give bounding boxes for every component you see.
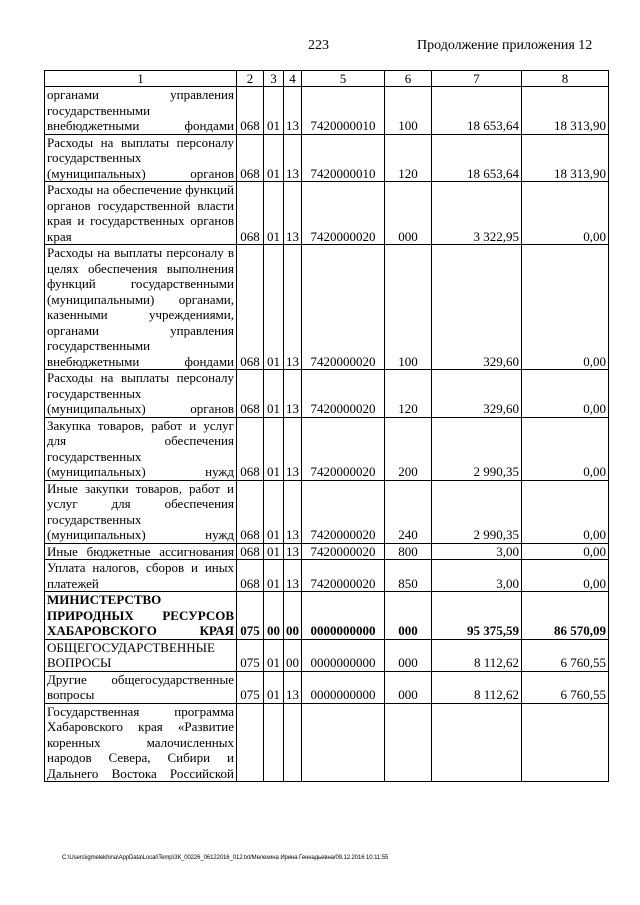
cell-expense-type xyxy=(385,703,432,782)
cell-amount-1: 329,60 xyxy=(432,245,522,370)
table-row xyxy=(45,543,609,560)
cell-amount-1: 2 990,35 xyxy=(432,417,522,480)
cell-expense-type: 120 xyxy=(385,370,432,418)
cell-amount-1: 18 653,64 xyxy=(432,134,522,182)
row-name: Государственная программа Хабаровского края «Развитие коренных малочисленных народов Севера, Сибири и Дальнего Востока Российской xyxy=(45,703,237,782)
cell-target-article: 7420000020 xyxy=(302,543,385,560)
cell-amount-2: 0,00 xyxy=(522,182,609,245)
row-name: Иные закупки товаров, работ и услуг для обеспечения государственных (муниципальных) нужд xyxy=(45,480,237,543)
column-header: 2 xyxy=(237,71,264,87)
column-header: 8 xyxy=(522,71,609,87)
cell-amount-2: 0,00 xyxy=(522,417,609,480)
cell-expense-type: 850 xyxy=(385,560,432,592)
table-row xyxy=(45,703,609,782)
row-name: Расходы на выплаты персоналу государственных (муниципальных) органов xyxy=(45,134,237,182)
cell-amount-1: 3,00 xyxy=(432,560,522,592)
column-header: 3 xyxy=(264,71,284,87)
table-header-row xyxy=(45,71,609,87)
cell-subsection: 13 xyxy=(284,370,302,418)
cell-subsection: 13 xyxy=(284,182,302,245)
cell-amount-2: 6 760,55 xyxy=(522,639,609,671)
cell-expense-type: 000 xyxy=(385,592,432,640)
cell-admin-code: 068 xyxy=(237,560,264,592)
cell-admin-code: 068 xyxy=(237,417,264,480)
cell-amount-2 xyxy=(522,703,609,782)
table-row xyxy=(45,560,609,592)
cell-amount-1: 329,60 xyxy=(432,370,522,418)
table-row xyxy=(45,370,609,418)
cell-section: 01 xyxy=(264,417,284,480)
cell-amount-1: 8 112,62 xyxy=(432,671,522,703)
cell-target-article: 0000000000 xyxy=(302,592,385,640)
cell-target-article: 0000000000 xyxy=(302,671,385,703)
cell-section: 01 xyxy=(264,87,284,135)
cell-subsection: 00 xyxy=(284,639,302,671)
cell-section: 01 xyxy=(264,480,284,543)
column-header: 1 xyxy=(45,71,237,87)
table-row xyxy=(45,182,609,245)
cell-amount-2: 0,00 xyxy=(522,245,609,370)
cell-section: 01 xyxy=(264,134,284,182)
cell-amount-1: 2 990,35 xyxy=(432,480,522,543)
cell-admin-code: 068 xyxy=(237,543,264,560)
table-row xyxy=(45,417,609,480)
cell-target-article: 7420000020 xyxy=(302,245,385,370)
cell-target-article: 7420000020 xyxy=(302,417,385,480)
table-row xyxy=(45,480,609,543)
cell-subsection: 13 xyxy=(284,560,302,592)
cell-amount-2: 0,00 xyxy=(522,543,609,560)
cell-expense-type: 000 xyxy=(385,639,432,671)
cell-amount-2: 6 760,55 xyxy=(522,671,609,703)
cell-section: 01 xyxy=(264,671,284,703)
cell-target-article: 7420000020 xyxy=(302,182,385,245)
row-name: МИНИСТЕРСТВО ПРИРОДНЫХ РЕСУРСОВ ХАБАРОВСКОГО КРАЯ xyxy=(45,592,237,640)
row-name: Уплата налогов, сборов и иных платежей xyxy=(45,560,237,592)
cell-amount-2: 86 570,09 xyxy=(522,592,609,640)
cell-admin-code: 075 xyxy=(237,639,264,671)
continuation-label: Продолжение приложения 12 xyxy=(417,38,593,53)
cell-amount-1: 3 322,95 xyxy=(432,182,522,245)
cell-admin-code xyxy=(237,703,264,782)
cell-section: 01 xyxy=(264,245,284,370)
cell-section: 01 xyxy=(264,639,284,671)
cell-expense-type: 200 xyxy=(385,417,432,480)
cell-amount-1: 3,00 xyxy=(432,543,522,560)
cell-amount-1 xyxy=(432,703,522,782)
cell-amount-2: 18 313,90 xyxy=(522,87,609,135)
cell-subsection: 13 xyxy=(284,417,302,480)
cell-target-article: 7420000010 xyxy=(302,134,385,182)
row-name: ОБЩЕГОСУДАРСТВЕННЫЕ ВОПРОСЫ xyxy=(45,639,237,671)
cell-expense-type: 000 xyxy=(385,182,432,245)
cell-amount-2: 0,00 xyxy=(522,370,609,418)
cell-admin-code: 075 xyxy=(237,671,264,703)
cell-subsection: 13 xyxy=(284,671,302,703)
cell-subsection: 00 xyxy=(284,592,302,640)
cell-amount-2: 0,00 xyxy=(522,560,609,592)
cell-amount-2: 0,00 xyxy=(522,480,609,543)
table-row xyxy=(45,671,609,703)
cell-subsection: 13 xyxy=(284,480,302,543)
cell-section: 01 xyxy=(264,370,284,418)
cell-expense-type: 000 xyxy=(385,671,432,703)
page-number: 223 xyxy=(308,38,329,53)
column-header: 5 xyxy=(302,71,385,87)
cell-section xyxy=(264,703,284,782)
cell-section: 00 xyxy=(264,592,284,640)
cell-subsection xyxy=(284,703,302,782)
row-name: Закупка товаров, работ и услуг для обеспечения государственных (муниципальных) нужд xyxy=(45,417,237,480)
cell-admin-code: 068 xyxy=(237,245,264,370)
cell-admin-code: 075 xyxy=(237,592,264,640)
cell-section: 01 xyxy=(264,182,284,245)
cell-target-article xyxy=(302,703,385,782)
cell-admin-code: 068 xyxy=(237,134,264,182)
file-path-footer: C:\Users\igmelekhina\AppData\Local\Temp\ЗК_00226_06122016_012.txt/Мелехина Ирина Геннадьевна/09.12.2016 10:11:55 xyxy=(62,855,389,861)
row-name: Иные бюджетные ассигнования xyxy=(45,543,237,560)
cell-subsection: 13 xyxy=(284,134,302,182)
cell-target-article: 7420000020 xyxy=(302,560,385,592)
cell-expense-type: 240 xyxy=(385,480,432,543)
cell-subsection: 13 xyxy=(284,543,302,560)
cell-admin-code: 068 xyxy=(237,87,264,135)
row-name: Расходы на выплаты персоналу государственных (муниципальных) органов xyxy=(45,370,237,418)
cell-expense-type: 100 xyxy=(385,245,432,370)
cell-amount-1: 95 375,59 xyxy=(432,592,522,640)
cell-expense-type: 120 xyxy=(385,134,432,182)
column-header: 4 xyxy=(284,71,302,87)
table-row xyxy=(45,134,609,182)
cell-expense-type: 100 xyxy=(385,87,432,135)
row-name: органами управления государственными внебюджетными фондами xyxy=(45,87,237,135)
row-name: Расходы на обеспечение функций органов государственной власти края и государственных органов края xyxy=(45,182,237,245)
cell-admin-code: 068 xyxy=(237,370,264,418)
row-name: Другие общегосударственные вопросы xyxy=(45,671,237,703)
cell-subsection: 13 xyxy=(284,245,302,370)
cell-expense-type: 800 xyxy=(385,543,432,560)
cell-admin-code: 068 xyxy=(237,480,264,543)
column-header: 7 xyxy=(432,71,522,87)
cell-target-article: 7420000020 xyxy=(302,370,385,418)
cell-target-article: 7420000020 xyxy=(302,480,385,543)
cell-amount-1: 18 653,64 xyxy=(432,87,522,135)
table-row xyxy=(45,639,609,671)
table-row xyxy=(45,245,609,370)
row-name: Расходы на выплаты персоналу в целях обеспечения выполнения функций государственными (муниципальными) органами, казенными учреждениями, органами управления государственными внебюджетными фондами xyxy=(45,245,237,370)
column-header: 6 xyxy=(385,71,432,87)
cell-target-article: 0000000000 xyxy=(302,639,385,671)
cell-amount-1: 8 112,62 xyxy=(432,639,522,671)
cell-section: 01 xyxy=(264,560,284,592)
cell-section: 01 xyxy=(264,543,284,560)
cell-subsection: 13 xyxy=(284,87,302,135)
table-row xyxy=(45,87,609,135)
cell-target-article: 7420000010 xyxy=(302,87,385,135)
budget-table xyxy=(44,70,609,782)
cell-admin-code: 068 xyxy=(237,182,264,245)
table-row xyxy=(45,592,609,640)
cell-amount-2: 18 313,90 xyxy=(522,134,609,182)
